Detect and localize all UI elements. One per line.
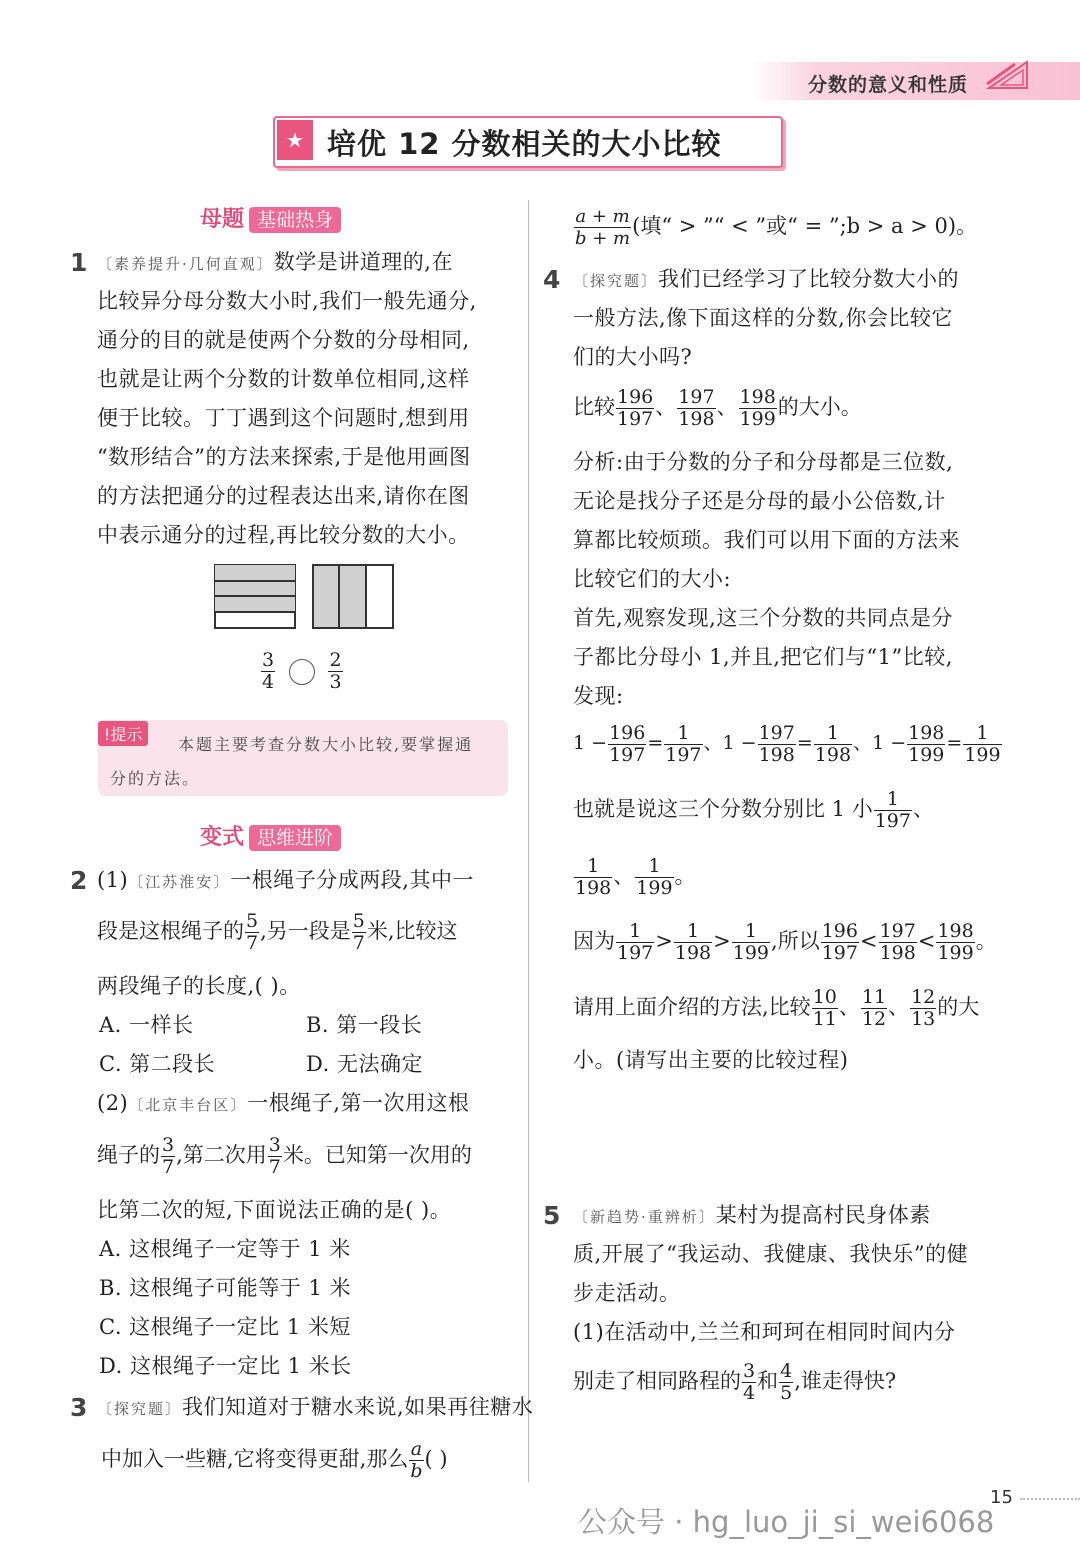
section-label: 变式 — [200, 825, 245, 850]
numerator: 1 — [674, 921, 712, 943]
text: 、 — [888, 995, 910, 1019]
text: 数学是讲道理的,在 — [273, 250, 453, 274]
hint-text: 本题主要考查分数大小比较,要掌握通 — [178, 735, 474, 754]
fraction — [758, 723, 796, 766]
option-d[interactable]: D. 这根绳子一定比 1 米长 — [99, 1354, 352, 1378]
text: 绳子的 — [97, 1143, 160, 1167]
fraction — [635, 856, 673, 899]
numerator: 11 — [861, 986, 887, 1008]
question-3-line — [97, 1395, 533, 1421]
section-pill: 思维进阶 — [249, 825, 341, 851]
numerator: 198 — [937, 920, 974, 942]
denominator: 198 — [758, 743, 795, 766]
question-1-line: 通分的目的就是使两个分数的分母相同, — [97, 328, 470, 352]
page-number: 15 — [990, 1487, 1013, 1508]
question-number: 4 — [543, 265, 561, 294]
numerator: 12 — [911, 986, 936, 1008]
text: 比较 — [573, 395, 615, 419]
denominator: 197 — [617, 942, 654, 964]
numerator: 3 — [162, 1134, 175, 1156]
text: 1 − — [573, 732, 608, 754]
text: 因为 — [573, 929, 615, 953]
text: 也就是说这三个分数分别比 1 小 — [573, 797, 873, 821]
numerator: 198 — [739, 386, 776, 408]
fraction — [874, 789, 912, 832]
numerator: 1 — [664, 723, 702, 745]
question-2-line — [97, 1091, 469, 1117]
option-c[interactable]: C. 第二段长 — [99, 1052, 216, 1076]
star-icon: ★ — [277, 120, 313, 160]
question-4-line: 一般方法,像下面这样的分数,你会比较它 — [573, 306, 953, 330]
denominator: 13 — [911, 1008, 936, 1030]
question-number: 2 — [70, 866, 88, 895]
text: 、 — [655, 395, 677, 419]
fraction — [409, 1439, 423, 1482]
text: (1) — [97, 868, 129, 892]
numerator: 197 — [678, 386, 715, 408]
fraction — [574, 206, 631, 249]
denominator: 197 — [821, 942, 858, 964]
text: < — [917, 929, 936, 953]
question-tag: 〔探究题〕 — [573, 272, 659, 290]
numerator: 1 — [874, 789, 912, 811]
triangle-ruler-icon — [985, 58, 1031, 92]
text: 、 — [853, 732, 873, 754]
hint-tag: !提示 — [98, 721, 148, 746]
numerator: 1 — [963, 723, 1001, 745]
text: 、 — [912, 797, 934, 821]
question-tag: 〔新趋势·重辨析〕 — [573, 1208, 716, 1226]
question-2-line — [97, 868, 474, 894]
answer-blank[interactable]: ( ) — [424, 1447, 448, 1471]
denominator: b + m — [575, 228, 631, 249]
fraction — [616, 387, 654, 430]
denominator: 197 — [874, 810, 911, 832]
fraction — [814, 723, 852, 766]
question-4-analysis: 无论是找分子还是分母的最小公倍数,计 — [573, 489, 946, 513]
question-4-statement — [573, 784, 934, 834]
option-d[interactable]: D. 无法确定 — [306, 1052, 423, 1076]
question-1-line: 便于比较。丁丁遇到这个问题时,想到用 — [97, 406, 470, 430]
section-pill: 基础热身 — [249, 207, 341, 233]
fraction — [779, 1361, 793, 1404]
fraction — [664, 723, 702, 766]
text: 1 − — [722, 732, 757, 754]
denominator: 198 — [814, 743, 852, 766]
question-5-line: (1)在活动中,兰兰和珂珂在相同时间内分 — [573, 1320, 956, 1344]
question-4-task: 小。(请写出主要的比较过程) — [573, 1048, 849, 1072]
text: 和 — [757, 1369, 779, 1393]
denominator: 4 — [262, 671, 275, 693]
text: 、 — [716, 395, 738, 419]
question-1-line: 的方法把通分的过程表达出来,请你在图 — [97, 484, 470, 508]
fraction — [739, 387, 777, 430]
denominator: 199 — [908, 743, 945, 766]
fraction — [861, 987, 887, 1030]
denominator: 197 — [617, 408, 654, 430]
fraction — [161, 1135, 175, 1178]
question-4-analysis: 算都比较烦琐。我们可以用下面的方法来 — [573, 528, 960, 552]
fraction — [963, 723, 1001, 766]
numerator: 10 — [812, 986, 837, 1008]
question-5-line: 质,开展了“我运动、我健康、我快乐”的健 — [573, 1242, 969, 1266]
denominator: 198 — [674, 942, 712, 964]
numerator: 4 — [780, 1360, 793, 1382]
fraction — [268, 1135, 282, 1178]
hint-text: 分的方法。 — [110, 769, 201, 788]
question-tag: 〔北京丰台区〕 — [128, 1096, 248, 1114]
text: 的大小。 — [777, 395, 862, 419]
question-3-continued — [573, 201, 977, 251]
text: 一根绳子,第一次用这根 — [247, 1091, 470, 1115]
fraction — [674, 921, 712, 964]
denominator: 198 — [678, 408, 715, 430]
numerator: 2 — [329, 649, 342, 671]
numerator: 5 — [246, 910, 259, 932]
section-basic-heading — [200, 202, 341, 233]
question-3-line — [101, 1434, 448, 1484]
question-4-line: 们的大小吗? — [573, 345, 693, 369]
question-1-line: 中表示通分的过程,再比较分数的大小。 — [97, 523, 470, 547]
question-2-line: 两段绳子的长度,( )。 — [97, 974, 301, 998]
option-b[interactable]: B. 第一段长 — [306, 1013, 423, 1037]
page-number-dots — [1020, 1498, 1080, 1501]
question-5-line: 步走活动。 — [573, 1281, 681, 1305]
option-b[interactable]: B. 这根绳子可能等于 1 米 — [99, 1276, 351, 1300]
fraction — [245, 911, 259, 954]
text: 米。已知第一次用的 — [282, 1143, 472, 1167]
numerator: 3 — [268, 1134, 281, 1156]
question-tag: 〔江苏淮安〕 — [128, 873, 231, 891]
question-4-analysis: 比较它们的大小: — [573, 567, 732, 591]
numerator: 198 — [908, 721, 945, 744]
section-label: 母题 — [200, 207, 245, 232]
text: 某村为提高村民身体素 — [715, 1203, 931, 1227]
denominator: 199 — [732, 942, 770, 964]
denominator: 12 — [861, 1008, 887, 1030]
fraction — [907, 723, 945, 766]
denominator: 11 — [812, 1008, 837, 1030]
question-4-analysis: 发现: — [573, 684, 624, 708]
denominator: 199 — [964, 743, 1001, 766]
fraction — [574, 856, 612, 899]
denominator: 7 — [352, 932, 365, 954]
question-4-because — [573, 916, 997, 966]
numerator: a — [410, 1438, 423, 1460]
option-c[interactable]: C. 这根绳子一定比 1 米短 — [99, 1315, 351, 1339]
text: (2) — [97, 1091, 129, 1115]
fraction — [616, 921, 654, 964]
question-4-analysis: 分析:由于分数的分子和分母都是三位数, — [573, 450, 954, 474]
text: = — [946, 732, 963, 754]
numerator: 1 — [732, 921, 770, 943]
denominator: 7 — [162, 1156, 175, 1178]
text: ,第二次用 — [176, 1143, 267, 1167]
text: 段是这根绳子的 — [97, 919, 244, 943]
lesson-title: 培优 12 分数相关的大小比较 — [327, 127, 722, 161]
question-tag: 〔探究题〕 — [97, 1400, 183, 1418]
fraction — [677, 387, 715, 430]
question-1-line: “数形结合”的方法来探索,于是他用画图 — [97, 445, 471, 469]
denominator: 7 — [246, 932, 259, 954]
fraction — [879, 921, 917, 964]
denominator: 197 — [665, 743, 702, 766]
section-variant-heading — [200, 820, 341, 851]
fraction — [910, 987, 936, 1030]
question-5-line — [573, 1203, 931, 1229]
compare-fractions — [260, 650, 344, 693]
text: 一根绳子分成两段,其中一 — [230, 868, 474, 892]
fraction — [261, 650, 275, 693]
fraction — [732, 921, 770, 964]
denominator: 198 — [575, 877, 612, 899]
text: ,谁走得快? — [794, 1369, 897, 1393]
text: 、 — [613, 864, 635, 888]
fraction-area-diagram — [214, 564, 396, 630]
option-a[interactable]: A. 这根绳子一定等于 1 米 — [99, 1237, 351, 1261]
numerator: 1 — [616, 921, 654, 943]
question-2-line — [97, 906, 458, 956]
fraction — [742, 1361, 756, 1404]
question-tag: 〔素养提升·几何直观〕 — [97, 255, 274, 273]
denominator: b — [410, 1460, 423, 1482]
question-2-line: 比第二次的短,下面说法正确的是( )。 — [97, 1198, 452, 1222]
question-number: 1 — [70, 248, 88, 277]
question-4-statement — [573, 851, 696, 901]
numerator: 197 — [879, 920, 916, 942]
question-4-analysis: 子都比分母小 1,并且,把它们与“1”比较, — [573, 645, 953, 669]
text: < — [859, 929, 878, 953]
denominator: 199 — [739, 408, 776, 430]
numerator: a + m — [575, 206, 630, 227]
text: 我们已经学习了比较分数大小的 — [658, 267, 960, 291]
question-2-line — [97, 1130, 472, 1180]
numerator: 1 — [574, 856, 612, 878]
denominator: 199 — [937, 942, 974, 964]
fraction — [352, 911, 366, 954]
chapter-title: 分数的意义和性质 — [808, 74, 969, 96]
option-a[interactable]: A. 一样长 — [99, 1013, 194, 1037]
text: 请用上面介绍的方法,比较 — [573, 995, 811, 1019]
numerator: 3 — [262, 649, 275, 671]
denominator: 7 — [268, 1156, 281, 1178]
denominator: 198 — [879, 942, 916, 964]
compare-blank-circle[interactable] — [289, 659, 315, 685]
text: 。 — [674, 864, 696, 888]
column-divider — [528, 200, 529, 1482]
question-4-line — [573, 267, 959, 293]
numerator: 1 — [814, 723, 852, 745]
text: 中加入一些糖,它将变得更甜,那么 — [101, 1447, 409, 1471]
fraction — [608, 723, 646, 766]
question-1-line: 比较异分母分数大小时,我们一般先通分, — [97, 289, 477, 313]
denominator: 4 — [743, 1382, 756, 1404]
question-number: 5 — [543, 1201, 561, 1230]
text: 别走了相同路程的 — [573, 1369, 741, 1393]
fraction — [936, 921, 974, 964]
fraction — [328, 650, 342, 693]
text: = — [647, 732, 664, 754]
text: 1 − — [872, 732, 907, 754]
text: 。 — [975, 929, 997, 953]
fraction — [821, 921, 859, 964]
text: 、 — [838, 995, 860, 1019]
text: ,另一段是 — [260, 919, 351, 943]
question-4-compare — [573, 382, 862, 432]
text: 米,比较这 — [366, 919, 458, 943]
fraction — [812, 987, 838, 1030]
question-4-task — [573, 982, 979, 1032]
numerator: 196 — [609, 721, 646, 744]
text: ,所以 — [771, 929, 820, 953]
question-5-line — [573, 1356, 896, 1406]
denominator: 199 — [636, 877, 673, 899]
question-4-equations — [573, 718, 1003, 768]
denominator: 3 — [329, 671, 342, 693]
text: 、 — [703, 732, 723, 754]
question-1-line — [97, 250, 453, 276]
text: = — [796, 732, 813, 754]
numerator: 196 — [617, 386, 654, 408]
watermark: 公众号 · hg_luo_ji_si_wei6068 — [578, 1505, 995, 1539]
numerator: 3 — [743, 1360, 756, 1382]
text: > — [655, 929, 673, 953]
denominator: 197 — [609, 743, 646, 766]
text: 的大 — [937, 995, 980, 1019]
numerator: 5 — [352, 910, 365, 932]
numerator: 196 — [821, 920, 858, 942]
numerator: 1 — [635, 856, 673, 878]
numerator: 197 — [758, 721, 795, 744]
text: (填“ > ”“ < ”或“ = ”;b > a > 0)。 — [632, 214, 978, 238]
text: 我们知道对于糖水来说,如果再往糖水 — [182, 1395, 534, 1419]
denominator: 5 — [780, 1382, 793, 1404]
question-4-analysis: 首先,观察发现,这三个分数的共同点是分 — [573, 606, 953, 630]
text: > — [713, 929, 731, 953]
question-number: 3 — [70, 1393, 88, 1422]
question-1-line: 也就是让两个分数的计数单位相同,这样 — [97, 367, 470, 391]
